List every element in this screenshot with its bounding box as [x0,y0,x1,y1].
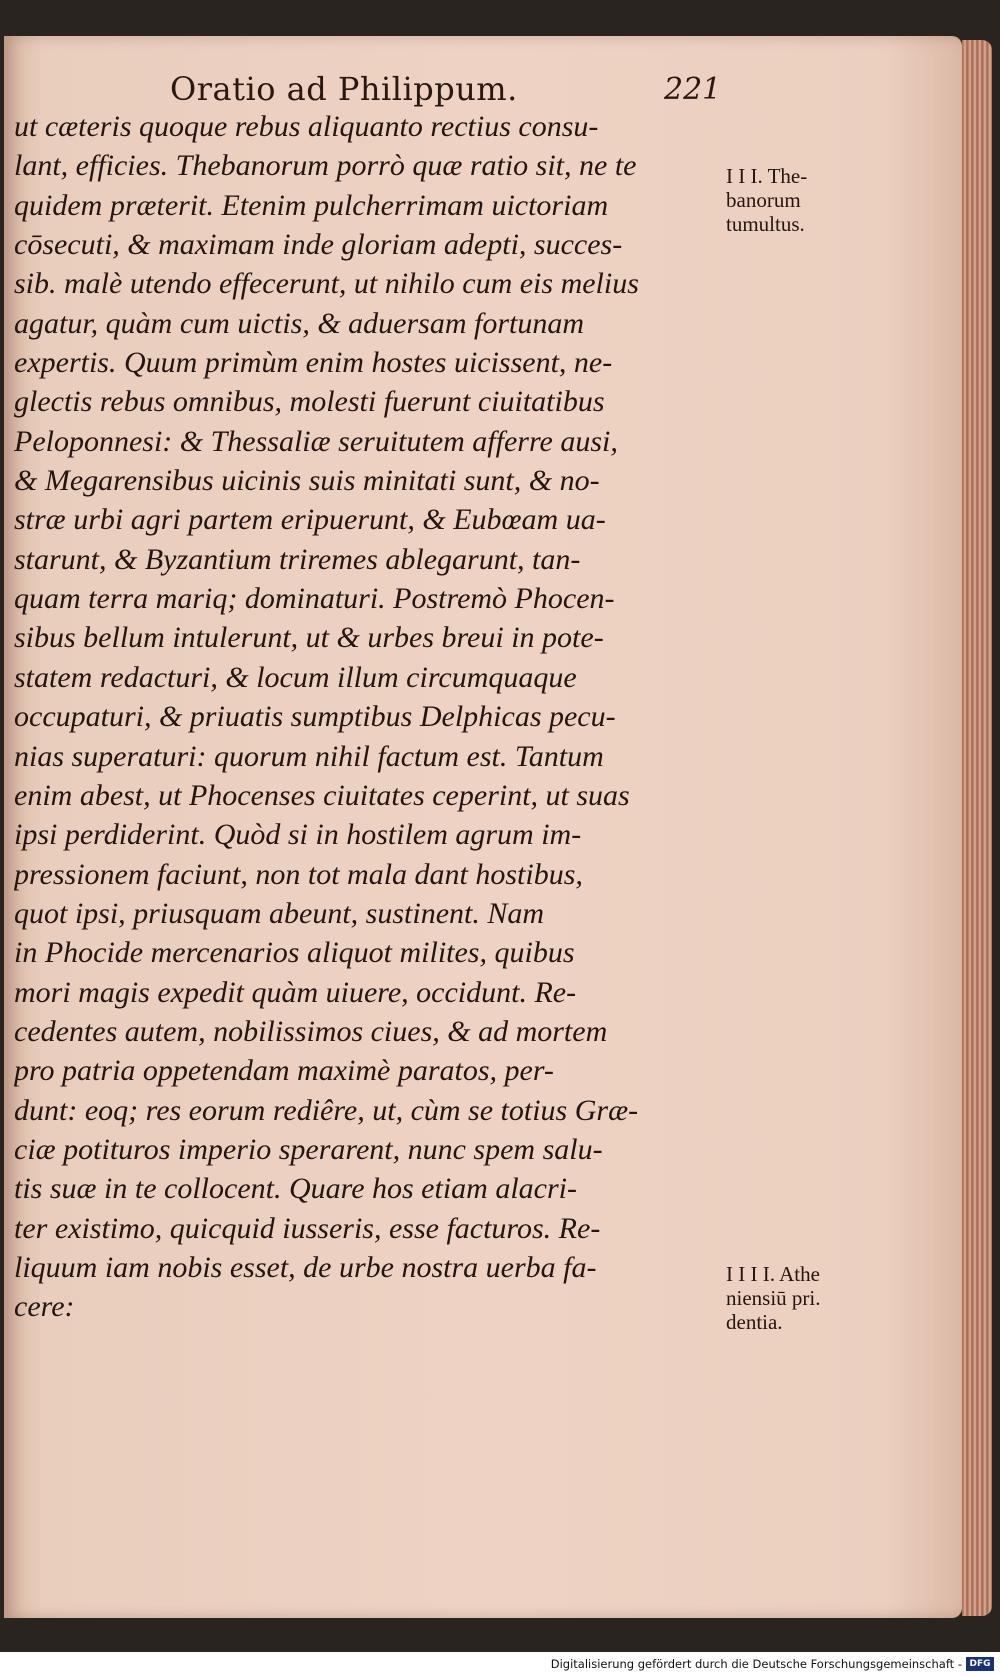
text-line: stræ urbi agri partem eripuerunt, & Eubœam ua- [14,503,606,537]
text-line: liquum iam nobis esset, de urbe nostra uerba fa- [14,1250,597,1284]
margin-note-line: banorum [726,188,801,212]
text-line: glectis rebus omnibus, molesti fuerunt ciuitatibus [14,385,605,419]
text-line: pressionem faciunt, non tot mala dant hostibus, [14,857,583,891]
text-line: ipsi perdiderint. Quòd si in hostilem agrum im- [14,818,582,852]
dfg-logo-icon: DFG [966,1657,994,1671]
text-line: occupaturi, & priuatis sumptibus Delphicas pecu- [14,700,616,734]
text-line: cedentes autem, nobilissimos ciues, & ad mortem [14,1014,608,1048]
page-edges [962,40,992,1616]
text-line: cōsecuti, & maximam inde gloriam adepti, succes- [14,228,623,262]
text-line: tis suæ in te collocent. Quare hos etiam alacri- [14,1172,577,1206]
text-line: quidem præterit. Etenim pulcherrimam uictoriam [14,188,609,222]
text-line: cere: [14,1290,75,1324]
text-line: statem redacturi, & locum illum circumquaque [14,660,577,694]
text-line: ut cæteris quoque rebus aliquanto rectius consu- [14,110,599,143]
text-line: ciæ potituros imperio sperarent, nunc spem salu- [14,1132,603,1166]
text-line: Peloponnesi: & Thessaliæ seruitutem afferre ausi, [14,424,618,458]
margin-note-line: I I I I. Athe [726,1262,820,1286]
page-number: 221 [664,72,722,107]
text-line: sib. malè utendo effecerunt, ut nihilo cum eis melius [14,267,639,301]
footer-credit: Digitalisierung gefördert durch die Deutsche Forschungsgemeinschaft - [550,1657,962,1671]
text-line: ter existimo, quicquid iusseris, esse facturos. Re- [14,1211,601,1245]
text-line: lant, efficies. Thebanorum porrò quæ ratio sit, ne te [14,149,637,183]
text-line: pro patria oppetendam maximè paratos, per- [14,1054,554,1088]
text-line: expertis. Quum primùm enim hostes uicissent, ne- [14,346,613,380]
text-line: quot ipsi, priusquam abeunt, sustinent. Nam [14,896,545,930]
margin-note-line: niensiū pri. [726,1286,821,1310]
text-line: starunt, & Byzantium triremes ablegarunt, tan- [14,542,581,576]
digitization-footer [0,1652,1000,1676]
margin-note-line: I I I. The- [726,164,808,188]
text-line: mori magis expedit quàm uiuere, occidunt. Re- [14,975,577,1009]
margin-note-thebanorum [726,164,807,236]
text-line: dunt: eoq; res eorum rediêre, ut, cùm se totius Græ- [14,1093,639,1127]
text-line: agatur, quàm cum uictis, & aduersam fortunam [14,306,584,340]
running-head: Oratio ad Philippum. [170,70,518,108]
body-text [14,107,720,1327]
text-line: sibus bellum intulerunt, ut & urbes breui in pote- [14,621,604,655]
margin-note-atheniensium [726,1262,821,1334]
text-line: nias superaturi: quorum nihil factum est. Tantum [14,739,604,773]
margin-note-line: dentia. [726,1310,783,1334]
text-line: quam terra mariq; dominaturi. Postremò Phocen- [14,582,615,616]
text-line: in Phocide mercenarios aliquot milites, quibus [14,936,575,970]
margin-note-line: tumultus. [726,212,805,236]
text-line: enim abest, ut Phocenses ciuitates ceperint, ut suas [14,778,630,812]
text-line: & Megarensibus uicinis suis minitati sunt, & no- [14,464,600,498]
